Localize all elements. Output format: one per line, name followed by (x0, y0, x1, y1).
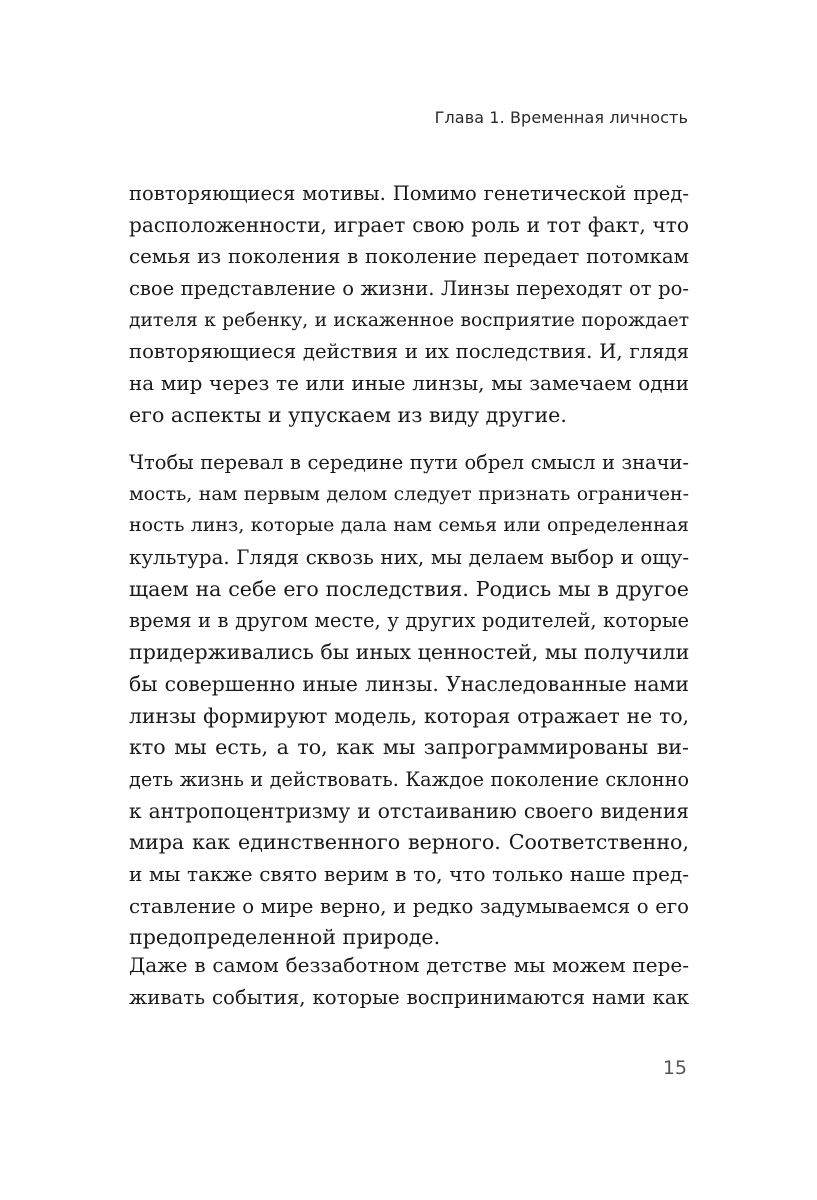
paragraph (129, 447, 689, 954)
text-line: придерживались бы иных ценностей, мы получили (129, 640, 690, 665)
text-line: кто мы есть, а то, как мы запрограммированы ви- (129, 735, 689, 760)
text-line: предопределенной природе. (129, 925, 441, 950)
page-number: 15 (662, 1057, 687, 1079)
text-line: его аспекты и упускаем из виду другие. (129, 402, 567, 427)
text-line: дителя к ребенку, и искаженное восприятие порождает (129, 309, 689, 331)
text-line: свое представление о жизни. Линзы переходят от ро- (129, 277, 689, 301)
text-line: мира как единственного верного. Соответственно, (129, 830, 689, 855)
text-line: бы совершенно иные линзы. Унаследованные нами (129, 671, 689, 696)
text-line: деть жизнь и действовать. Каждое поколение склонно (129, 767, 689, 791)
text-line: к антропоцентризму и отстаиванию своего видения (129, 798, 689, 823)
text-line: семья из поколения в поколение передает потомкам (129, 245, 689, 269)
text-line: и мы также свято верим в то, что только наше пред- (129, 861, 689, 886)
text-line: мость, нам первым делом следует признать ограничен- (129, 482, 689, 505)
running-head: Глава 1. Временная личность (434, 108, 688, 127)
text-line: ность линз, которые дала нам семья или определенная (129, 514, 689, 537)
text-line: живать события, которые воспринимаются нами как (129, 985, 689, 1009)
text-line: повторяющиеся мотивы. Помимо генетической пред- (129, 182, 689, 205)
text-line: культура. Глядя сквозь них, мы делаем выбор и ощу- (129, 546, 689, 570)
text-line: на мир через те или иные линзы, мы замечаем одни (129, 372, 689, 396)
text-line: ставление о мире верно, и редко задумываемся о его (129, 894, 689, 918)
text-line: расположенности, играет свою роль и тот факт, что (129, 212, 689, 237)
text-line: Даже в самом беззаботном детстве мы можем пере- (129, 953, 689, 977)
paragraph (129, 178, 689, 432)
text-line: линзы формируют модель, которая отражает не то, (129, 703, 689, 728)
text-line: повторяющиеся действия и их последствия. И, глядя (129, 340, 689, 364)
text-line: щаем на себе его последствия. Родись мы в другое (129, 576, 689, 601)
paragraph (129, 950, 689, 1013)
text-line: время и в другом месте, у других родителей, которые (129, 609, 689, 633)
text-line: Чтобы перевал в середине пути обрел смысл и значи- (129, 451, 689, 474)
